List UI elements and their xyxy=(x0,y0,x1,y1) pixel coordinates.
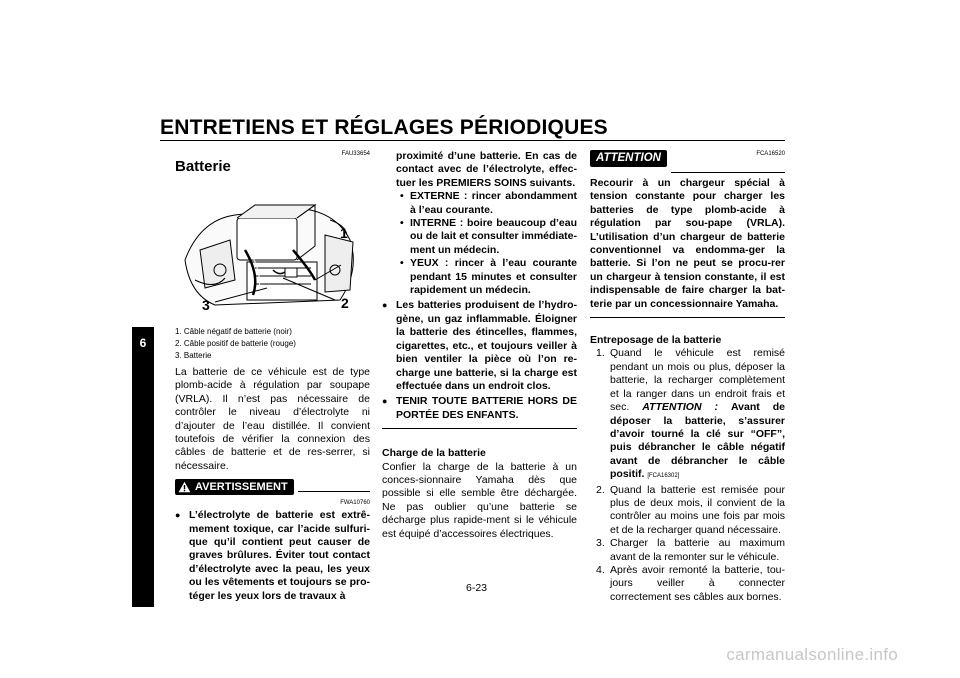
column-battery-intro xyxy=(175,150,370,603)
warning-bullet-text: L’électrolyte de batterie est extrê-mement toxique, car l’acide sulfuri-que qu’il contient peut causer de graves brûlures. Éviter tout contact d’électrolyte avec la peau, les yeux ou les vêtements et toujours se pro-téger les yeux lors de travaux à xyxy=(189,509,370,602)
warning-bullet xyxy=(382,395,577,422)
small-bullet-icon: • xyxy=(400,190,404,203)
attention-code: FCA16520 xyxy=(756,151,785,157)
first-aid-item xyxy=(396,257,577,297)
storage-step xyxy=(590,564,785,604)
storage-step xyxy=(590,484,785,538)
step-attention-label: ATTENTION : xyxy=(642,401,718,414)
warning-bullet xyxy=(382,299,577,393)
warning-bullet xyxy=(175,509,370,603)
step-text-block xyxy=(610,347,785,483)
first-aid-text: INTERNE : boire beaucoup d’eau ou de lait et consulter immédiate-ment un médecin. xyxy=(410,217,577,256)
figure-label-1: 1 xyxy=(340,225,348,241)
step-text: Quand le véhicule est remisé pendant un mois ou plus, déposer la batterie, la recharger complètement et la ranger dans un endroit frais et sec. xyxy=(610,347,785,414)
first-aid-item xyxy=(396,217,577,257)
step-text: Après avoir remonté la batterie, tou-jours veiller à connecter correctement ses câbles aux bornes. xyxy=(610,563,785,603)
warning-rule xyxy=(298,491,370,492)
page-number: 6-23 xyxy=(466,582,488,594)
warning-bullet-text: Les batteries produisent de l’hydro-gène, un gaz inflammable. Éloigner la batterie des étincelles, flammes, cigarettes, etc., et toujours veiller à bien ventiler la pièce où l’on re-charge une batterie, si la charge est effectuée dans un endroit clos. xyxy=(396,299,577,392)
caption-item: 1. Câble négatif de batterie (noir) xyxy=(175,327,292,336)
figure-captions xyxy=(175,326,370,362)
step-number: 4. xyxy=(596,563,605,576)
caption-item: 3. Batterie xyxy=(175,351,212,360)
title-rule xyxy=(160,140,785,141)
warning-triangle-icon xyxy=(178,481,191,493)
warning-label: AVERTISSEMENT xyxy=(195,480,288,493)
first-aid-item xyxy=(396,190,577,217)
storage-heading: Entreposage de la batterie xyxy=(590,334,722,347)
bullet-dot-icon: ● xyxy=(382,396,388,407)
battery-illustration xyxy=(175,180,370,320)
step-attention-code: [FCA16302] xyxy=(647,473,680,480)
storage-step xyxy=(590,347,785,483)
charge-paragraph: Confier la charge de la batterie à un conces-sionnaire Yamaha dès que possible si elle semble être déchargée. Ne pas oublier qu’une batterie se décharge plus rapide-ment si le véhicule est équipé d’accessoires électriques. xyxy=(382,460,577,540)
bullet-dot-icon: ● xyxy=(382,300,388,311)
attention-end-rule xyxy=(590,317,785,318)
column-warning-continued xyxy=(382,150,577,541)
watermark-text[interactable]: carmanualsonline.info xyxy=(726,645,898,664)
battery-paragraph: La batterie de ce véhicule est de type plomb-acide à régulation par soupape (VRLA). Il n’est pas nécessaire de contrôler le niveau d’électrolyte ni d’ajouter de l’eau distillée. Il convient toutefois de vérifier la connexion des câbles de batterie et de res-serrer, si nécessaire. xyxy=(175,366,370,472)
step-number: 2. xyxy=(596,483,605,496)
chapter-number: 6 xyxy=(139,336,147,350)
warning-badge xyxy=(175,479,294,495)
caption-item: 2. Câble positif de batterie (rouge) xyxy=(175,339,296,348)
attention-header xyxy=(590,150,785,173)
first-aid-list xyxy=(382,190,577,297)
warning-bullet-text: TENIR TOUTE BATTERIE HORS DE PORTÉE DES ENFANTS. xyxy=(396,395,577,421)
column-attention xyxy=(590,150,785,604)
step-attention-text: Avant de déposer la batterie, s’assurer d’avoir tourné la clé sur “OFF”, puis débrancher le câble négatif avant de débrancher le câble positif. xyxy=(610,401,785,481)
chapter-tab xyxy=(132,327,154,607)
attention-rule xyxy=(671,172,785,173)
first-aid-text: YEUX : rincer à l’eau courante pendant 15 minutes et consulter rapidement un médecin. xyxy=(410,257,577,297)
figure-label-3: 3 xyxy=(202,297,210,313)
small-bullet-icon: • xyxy=(400,217,404,230)
step-number: 3. xyxy=(596,537,605,550)
step-number: 1. xyxy=(596,347,605,360)
warning-continuation: proximité d’une batterie. En cas de contact avec de l’électrolyte, effec-tuer les PREMIERS SOINS suivants. xyxy=(396,150,577,189)
section-heading: Batterie xyxy=(175,158,231,175)
step-text: Quand la batterie est remisée pour plus de deux mois, il convient de la contrôler au moins une fois par mois et de la recharger quand nécessaire. xyxy=(610,483,785,536)
section-code: FAU33654 xyxy=(341,151,370,157)
attention-header-right xyxy=(671,150,785,173)
step-text: Charger la batterie au maximum avant de la remonter sur le véhicule. xyxy=(610,537,785,563)
figure-label-2: 2 xyxy=(341,295,349,311)
charge-heading: Charge de la batterie xyxy=(382,447,486,460)
storage-step xyxy=(590,537,785,564)
warning-end-rule xyxy=(382,428,577,429)
page-title: ENTRETIENS ET RÉGLAGES PÉRIODIQUES xyxy=(160,116,608,139)
attention-text: Recourir à un chargeur spécial à tension constante pour charger les batteries de type plomb-acide à régulation par sou-pape (VRLA). L’utilisation d’un chargeur de batterie conventionnel va endomma-ger la batterie. Si l’on ne peut se procu-rer un chargeur à tension constante, il est indispensable de faire charger la bat-terie par un concessionnaire Yamaha. xyxy=(590,177,785,310)
bullet-dot-icon: ● xyxy=(175,510,181,521)
warning-header xyxy=(175,479,370,495)
attention-badge: ATTENTION xyxy=(590,150,667,167)
first-aid-text: EXTERNE : rincer abondamment à l’eau courante. xyxy=(410,190,577,216)
small-bullet-icon: • xyxy=(400,257,404,270)
warning-code: FWA10760 xyxy=(340,500,370,507)
battery-figure xyxy=(175,180,370,320)
